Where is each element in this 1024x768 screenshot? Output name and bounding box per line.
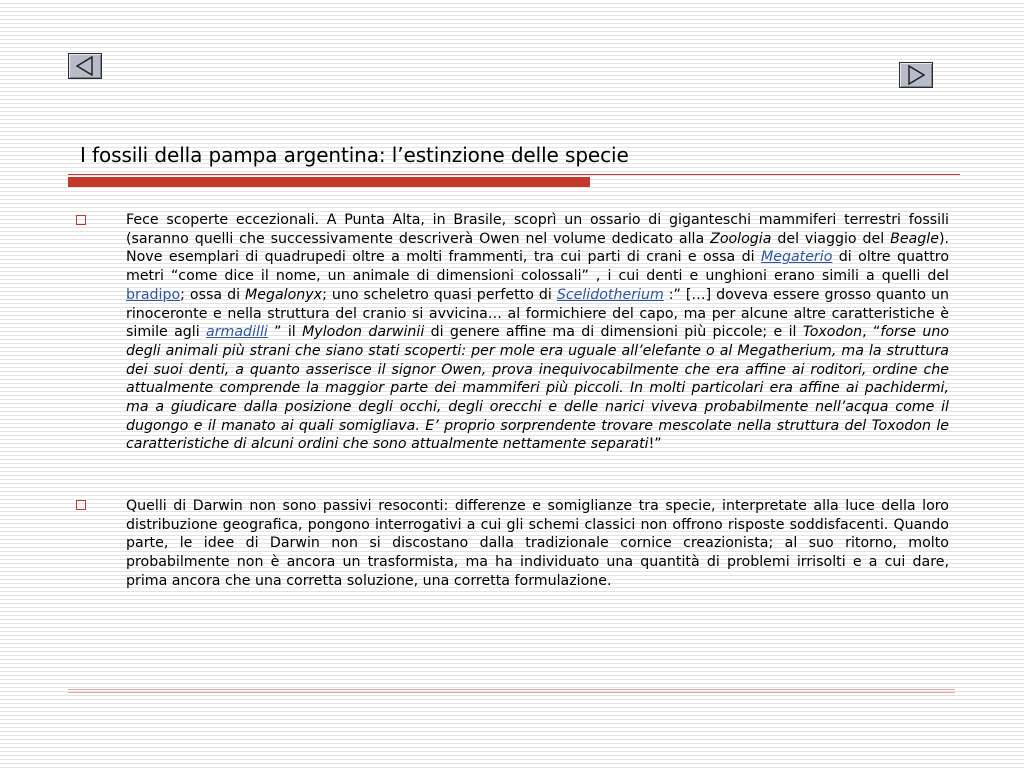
slide-title: I fossili della pampa argentina: l’estinzione delle specie bbox=[80, 143, 629, 167]
text-run: Fece scoperte eccezionali. A Punta Alta, in Brasile, scoprì un ossario di giganteschi mammiferi terrestri fossili (saranno quelli che successivamente descriverà Owen nel volume dedicato alla bbox=[126, 212, 949, 247]
text-run: di genere affine ma di dimensioni più piccole; e il bbox=[424, 324, 803, 341]
triangle-right-icon bbox=[900, 63, 932, 87]
triangle-left-icon bbox=[69, 54, 101, 78]
italic-term: Beagle bbox=[890, 230, 939, 247]
text-run: !” bbox=[648, 436, 662, 453]
footer-rule bbox=[68, 689, 955, 690]
text-run: di oltre quattro metri “come dice il nome, un animale di dimensioni colossali” , i cui denti e unghioni erano simili a quelli del bbox=[126, 249, 949, 285]
text-run: del viaggio del bbox=[771, 230, 891, 247]
italic-quote: forse uno degli animali più strani che siano stati scoperti: per mole era uguale all’elefante o al Megatherium, ma la struttura dei suoi denti, a quanto asserisce il signor Owen, prova inequivocabilmente che era affine ai roditori, ordine che attualmente comprende la maggior parte dei mammiferi più piccoli. In molti particolari era affine ai pachidermi, ma a giudicare dalla posizione degli occhi, degli orecchi e delle narici viveva probabilmente nell’acqua come il dugongo e il manato ai quali somigliava. E’ proprio sorprendente trovare mescolate nella struttura del Toxodon le caratteristiche di alcuni ordini che sono attualmente nettamente separati bbox=[126, 324, 949, 453]
bullet-square-icon bbox=[76, 500, 86, 510]
title-accent-bar bbox=[68, 177, 590, 187]
text-run: :” […] doveva essere grosso quanto un rinoceronte e nella struttura del cranio si avvicina… al formichiere del capo, ma per alcune altre caratteristiche è simile agli bbox=[126, 286, 949, 341]
italic-term: Zoologia bbox=[710, 230, 772, 247]
footer-rule bbox=[68, 692, 955, 693]
text-run: , “ bbox=[862, 324, 881, 341]
bullet-square-icon bbox=[76, 215, 86, 225]
text-run: ; uno scheletro quasi perfetto di bbox=[322, 286, 557, 303]
link-scelidotherium[interactable]: Scelidotherium bbox=[556, 286, 664, 303]
previous-slide-button[interactable] bbox=[68, 53, 102, 79]
text-run: ; ossa di bbox=[180, 286, 245, 303]
italic-term: Megalonyx bbox=[245, 286, 323, 303]
italic-term: Mylodon darwinii bbox=[302, 324, 425, 341]
bullet-paragraph-1 bbox=[126, 211, 949, 454]
next-slide-button[interactable] bbox=[899, 62, 933, 88]
bullet-paragraph-2: Quelli di Darwin non sono passivi resoconti: differenze e somiglianze tra specie, interpretate alla luce della loro distribuzione geografica, pongono interrogativi a cui gli schemi classici non offrono risposte soddisfacenti. Quando parte, le idee di Darwin non si discostano dalla tradizionale cornice creazionista; al suo ritorno, molto probabilmente non è ancora un trasformista, ma ha individuato una quantità di problemi irrisolti e a cui dare, prima ancora che una corretta soluzione, una corretta formulazione. bbox=[126, 498, 949, 589]
text-run: ). Nove esemplari di quadrupedi oltre a molti frammenti, tra cui parti di crani e ossa di bbox=[126, 230, 949, 266]
link-bradipo[interactable]: bradipo bbox=[126, 286, 181, 303]
title-underline bbox=[68, 174, 960, 175]
link-megaterio[interactable]: Megaterio bbox=[760, 249, 833, 266]
italic-term: Toxodon bbox=[802, 324, 863, 341]
link-armadilli[interactable]: armadilli bbox=[206, 324, 268, 341]
text-run: ” il bbox=[267, 324, 303, 341]
